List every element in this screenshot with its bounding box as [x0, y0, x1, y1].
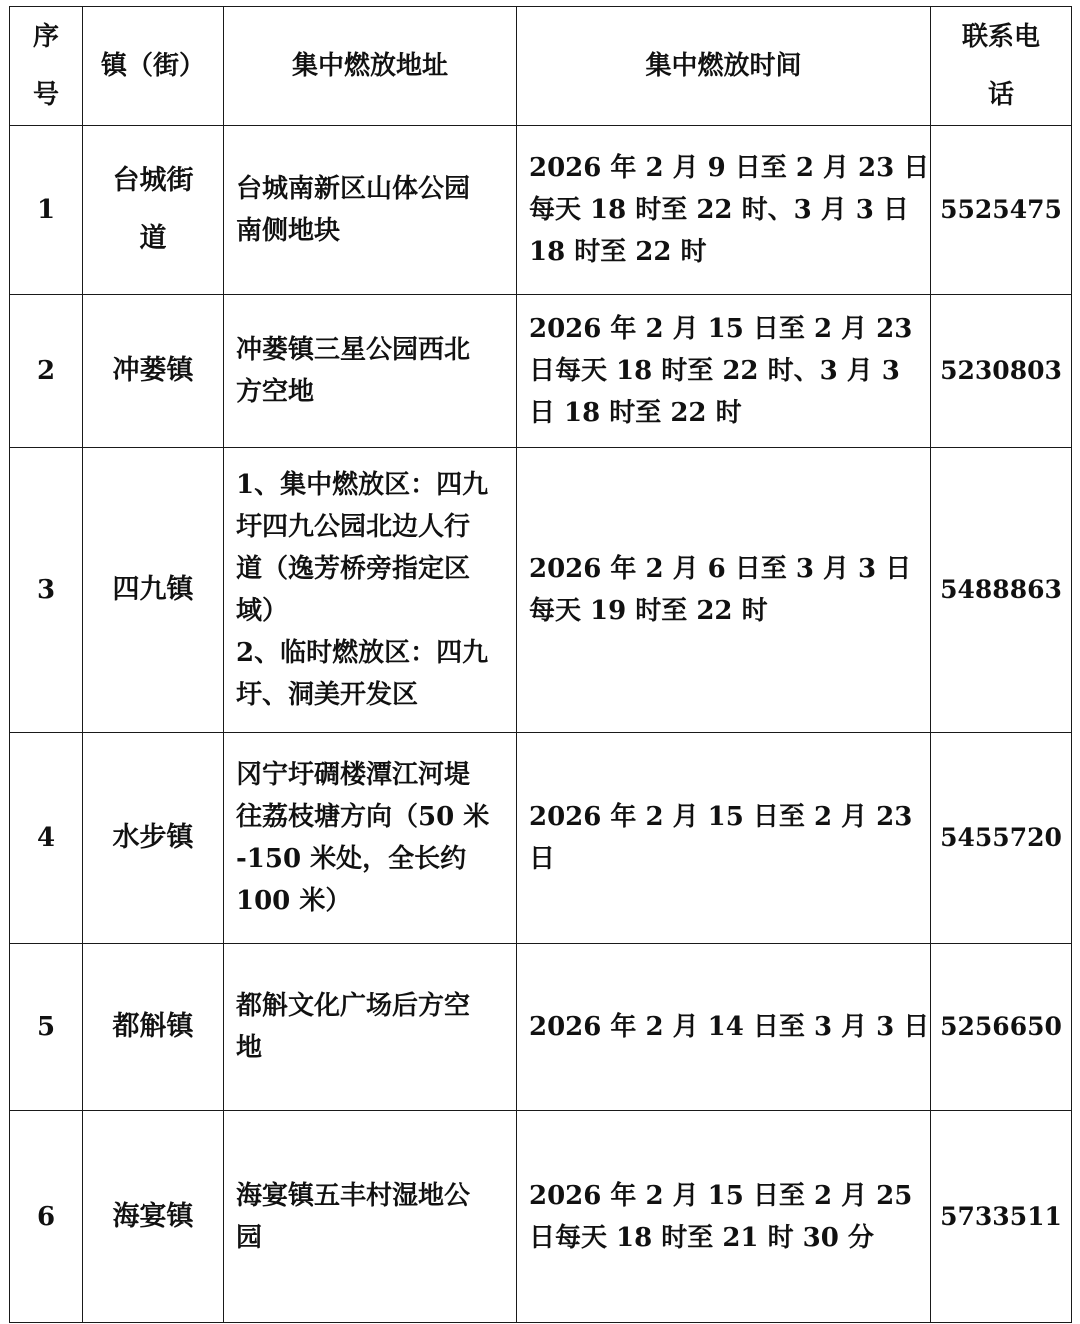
table-row	[10, 295, 1072, 448]
address-line: 冈宁圩碉楼潭江河堤	[236, 760, 471, 790]
address-line: 方空地	[236, 377, 315, 407]
header-idx-line-1: 序	[32, 22, 59, 52]
table-row	[10, 1111, 1072, 1323]
row-phone: 5733511	[931, 1111, 1072, 1323]
row-phone: 5488863	[931, 448, 1072, 733]
time-line: 18 时至 22 时	[529, 237, 707, 267]
row-time	[517, 944, 931, 1111]
time-line: 日每天 18 时至 21 时 30 分	[529, 1222, 874, 1253]
address-line: 100 米）	[236, 886, 352, 916]
address-line: 海宴镇五丰村湿地公	[236, 1180, 471, 1211]
row-town	[83, 944, 224, 1111]
header-phone-line-1: 联系电	[961, 22, 1040, 52]
row-town	[83, 1111, 224, 1323]
time-line: 2026 年 2 月 6 日至 3 月 3 日	[529, 554, 912, 584]
table-row	[10, 733, 1072, 944]
time-line: 2026 年 2 月 15 日至 2 月 23	[529, 314, 913, 344]
row-phone: 5256650	[931, 944, 1072, 1111]
address-line: 道（逸芳桥旁指定区	[236, 554, 471, 584]
header-phone	[931, 7, 1072, 126]
time-line: 2026 年 2 月 14 日至 3 月 3 日	[529, 1012, 930, 1042]
address-line: 1、集中燃放区：四九	[236, 470, 489, 500]
row-phone: 5455720	[931, 733, 1072, 944]
row-address	[224, 944, 517, 1111]
row-idx: 4	[10, 733, 83, 944]
row-town	[83, 295, 224, 448]
address-line: 2、临时燃放区：四九	[236, 638, 489, 668]
time-line: 每天 19 时至 22 时	[529, 596, 768, 626]
town-line: 冲蒌镇	[112, 355, 194, 386]
row-phone: 5525475	[931, 126, 1072, 295]
row-town	[83, 733, 224, 944]
header-town: 镇（街）	[83, 7, 224, 126]
town-line: 都斛镇	[112, 1011, 194, 1042]
header-row	[10, 7, 1072, 126]
row-idx: 5	[10, 944, 83, 1111]
row-idx: 2	[10, 295, 83, 448]
row-address	[224, 733, 517, 944]
time-line: 日	[529, 844, 556, 874]
row-address	[224, 295, 517, 448]
table-row	[10, 944, 1072, 1111]
time-line: 2026 年 2 月 15 日至 2 月 25	[529, 1180, 913, 1211]
town-line: 四九镇	[112, 574, 194, 605]
address-line: 冲蒌镇三星公园西北	[236, 335, 471, 365]
fireworks-schedule-table	[9, 6, 1072, 1323]
time-line: 2026 年 2 月 9 日至 2 月 23 日	[529, 153, 930, 183]
row-address	[224, 448, 517, 733]
town-line: 海宴镇	[112, 1200, 194, 1232]
town-line: 水步镇	[112, 822, 194, 853]
address-line: 南侧地块	[236, 216, 341, 246]
time-line: 2026 年 2 月 15 日至 2 月 23	[529, 802, 913, 832]
header-address: 集中燃放地址	[224, 7, 517, 126]
address-line: 都斛文化广场后方空	[236, 991, 471, 1021]
town-line: 道	[139, 223, 167, 254]
address-line: 圩、洞美开发区	[236, 680, 419, 710]
address-line: 域）	[236, 596, 289, 626]
row-time	[517, 295, 931, 448]
row-town	[83, 126, 224, 295]
row-address	[224, 1111, 517, 1323]
town-line: 台城街	[112, 165, 194, 196]
row-phone: 5230803	[931, 295, 1072, 448]
row-time	[517, 126, 931, 295]
row-idx: 3	[10, 448, 83, 733]
row-time	[517, 448, 931, 733]
row-address	[224, 126, 517, 295]
row-idx: 6	[10, 1111, 83, 1323]
header-time: 集中燃放时间	[517, 7, 931, 126]
address-line: 地	[236, 1033, 263, 1063]
row-idx: 1	[10, 126, 83, 295]
row-time	[517, 733, 931, 944]
address-line: -150 米处，全长约	[236, 844, 467, 874]
table-row	[10, 126, 1072, 295]
table-row	[10, 448, 1072, 733]
time-line: 日每天 18 时至 22 时、3 月 3	[529, 356, 900, 386]
address-line: 园	[236, 1222, 263, 1253]
row-time	[517, 1111, 931, 1323]
address-line: 台城南新区山体公园	[236, 174, 471, 204]
header-phone-line-2: 话	[987, 80, 1014, 110]
header-idx-line-2: 号	[32, 80, 59, 110]
row-town	[83, 448, 224, 733]
header-idx	[10, 7, 83, 126]
time-line: 日 18 时至 22 时	[529, 398, 742, 428]
address-line: 往荔枝塘方向（50 米	[236, 802, 490, 832]
time-line: 每天 18 时至 22 时、3 月 3 日	[529, 195, 909, 225]
address-line: 圩四九公园北边人行	[236, 512, 471, 542]
